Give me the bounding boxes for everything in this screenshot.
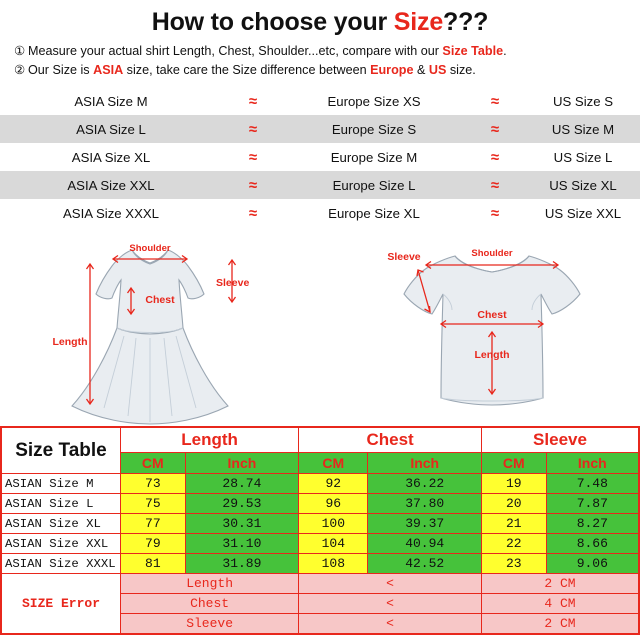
note-seg-highlight: US bbox=[428, 63, 447, 77]
tshirt-chest-label: Chest bbox=[477, 309, 507, 321]
note-seg: . bbox=[503, 44, 507, 58]
unit-length-inch: Inch bbox=[185, 453, 299, 474]
cell-length-cm: 73 bbox=[121, 474, 186, 494]
asia-size: ASIA Size XL bbox=[71, 149, 151, 165]
dress-shoulder-label: Shoulder bbox=[129, 243, 171, 254]
cell-length-cm: 79 bbox=[121, 534, 186, 554]
error-metric: Length bbox=[121, 574, 299, 594]
cell-chest-inch: 36.22 bbox=[368, 474, 482, 494]
dress-length-label: Length bbox=[52, 336, 88, 348]
cell-chest-inch: 40.94 bbox=[368, 534, 482, 554]
cell-sleeve-cm: 20 bbox=[481, 494, 546, 514]
error-operator: < bbox=[299, 574, 482, 594]
note-number: ② bbox=[14, 63, 26, 77]
tshirt-shoulder-label: Shoulder bbox=[471, 248, 513, 259]
cell-chest-cm: 92 bbox=[299, 474, 368, 494]
asia-size: ASIA Size L bbox=[76, 121, 146, 137]
tshirt-illustration bbox=[387, 248, 580, 405]
us-size: US Size M bbox=[551, 121, 615, 137]
cell-sleeve-cm: 23 bbox=[481, 554, 546, 574]
garment-diagrams bbox=[0, 227, 640, 426]
table-row bbox=[0, 171, 640, 199]
cell-length-inch: 30.31 bbox=[185, 514, 299, 534]
us-size: US Size S bbox=[552, 93, 614, 109]
error-operator: < bbox=[299, 594, 482, 614]
us-size: US Size L bbox=[553, 149, 613, 165]
row-size-name: ASIAN Size M bbox=[1, 474, 121, 494]
unit-length-cm: CM bbox=[121, 453, 186, 474]
cell-sleeve-inch: 9.06 bbox=[546, 554, 639, 574]
table-row bbox=[0, 143, 640, 171]
note-seg-highlight: Europe bbox=[370, 63, 414, 77]
error-value: 4 CM bbox=[481, 594, 639, 614]
cell-chest-cm: 96 bbox=[299, 494, 368, 514]
cell-length-inch: 31.89 bbox=[185, 554, 299, 574]
size-table-group-header bbox=[1, 427, 639, 453]
note-seg: size. bbox=[446, 63, 476, 77]
note-seg: size, take care the Size difference between bbox=[123, 63, 371, 77]
approx-icon: ≈ bbox=[490, 148, 500, 166]
tshirt-sleeve-label: Sleeve bbox=[387, 251, 421, 263]
table-row bbox=[1, 534, 639, 554]
cell-sleeve-inch: 8.66 bbox=[546, 534, 639, 554]
approx-icon: ≈ bbox=[248, 204, 258, 222]
dress-sleeve-label: Sleeve bbox=[216, 277, 250, 289]
row-size-name: ASIAN Size L bbox=[1, 494, 121, 514]
cell-length-inch: 31.10 bbox=[185, 534, 299, 554]
cell-chest-cm: 104 bbox=[299, 534, 368, 554]
asia-size: ASIA Size XXL bbox=[67, 177, 155, 193]
note-seg: & bbox=[413, 63, 429, 77]
cell-length-cm: 75 bbox=[121, 494, 186, 514]
unit-sleeve-inch: Inch bbox=[546, 453, 639, 474]
size-mapping-table bbox=[0, 87, 640, 227]
note-seg-highlight: Size Table bbox=[442, 44, 504, 58]
row-size-name: ASIAN Size XXXL bbox=[1, 554, 121, 574]
europe-size: Europe Size M bbox=[330, 149, 418, 165]
note-1 bbox=[14, 43, 626, 60]
tshirt-length-label: Length bbox=[474, 349, 510, 361]
size-table-title: Size Table bbox=[1, 427, 121, 474]
cell-chest-cm: 108 bbox=[299, 554, 368, 574]
cell-length-cm: 81 bbox=[121, 554, 186, 574]
page-title bbox=[0, 0, 640, 37]
note-2 bbox=[14, 62, 626, 79]
unit-sleeve-cm: CM bbox=[481, 453, 546, 474]
us-size: US Size XL bbox=[549, 177, 617, 193]
error-value: 2 CM bbox=[481, 614, 639, 635]
title-after: ??? bbox=[443, 8, 489, 36]
europe-size: Europe Size L bbox=[332, 177, 416, 193]
europe-size: Europe Size S bbox=[331, 121, 417, 137]
approx-icon: ≈ bbox=[248, 120, 258, 138]
us-size: US Size XXL bbox=[544, 205, 622, 221]
table-row bbox=[1, 474, 639, 494]
cell-chest-inch: 37.80 bbox=[368, 494, 482, 514]
dress-illustration bbox=[53, 243, 250, 424]
error-value: 2 CM bbox=[481, 574, 639, 594]
cell-sleeve-inch: 8.27 bbox=[546, 514, 639, 534]
europe-size: Europe Size XS bbox=[327, 93, 421, 109]
table-row bbox=[1, 494, 639, 514]
table-row bbox=[1, 514, 639, 534]
note-seg: Measure your actual shirt Length, Chest, Shoulder...etc, compare with our bbox=[28, 44, 443, 58]
approx-icon: ≈ bbox=[490, 120, 500, 138]
note-number: ① bbox=[14, 44, 26, 58]
cell-chest-inch: 42.52 bbox=[368, 554, 482, 574]
group-chest: Chest bbox=[299, 427, 482, 453]
title-before: How to choose your bbox=[151, 8, 394, 36]
approx-icon: ≈ bbox=[490, 204, 500, 222]
note-seg-highlight: ASIA bbox=[93, 63, 124, 77]
europe-size: Europe Size XL bbox=[328, 205, 420, 221]
unit-chest-inch: Inch bbox=[368, 453, 482, 474]
title-highlight: Size bbox=[393, 8, 444, 36]
cell-length-inch: 29.53 bbox=[185, 494, 299, 514]
error-operator: < bbox=[299, 614, 482, 635]
asia-size: ASIA Size XXXL bbox=[62, 205, 160, 221]
instruction-notes bbox=[0, 37, 640, 83]
cell-chest-cm: 100 bbox=[299, 514, 368, 534]
approx-icon: ≈ bbox=[248, 176, 258, 194]
cell-sleeve-cm: 21 bbox=[481, 514, 546, 534]
group-sleeve: Sleeve bbox=[481, 427, 639, 453]
cell-length-cm: 77 bbox=[121, 514, 186, 534]
asia-size: ASIA Size M bbox=[74, 93, 148, 109]
cell-chest-inch: 39.37 bbox=[368, 514, 482, 534]
table-row bbox=[0, 115, 640, 143]
cell-sleeve-inch: 7.48 bbox=[546, 474, 639, 494]
cell-length-inch: 28.74 bbox=[185, 474, 299, 494]
row-size-name: ASIAN Size XXL bbox=[1, 534, 121, 554]
size-error-row bbox=[1, 574, 639, 594]
table-row bbox=[1, 554, 639, 574]
error-metric: Chest bbox=[121, 594, 299, 614]
unit-chest-cm: CM bbox=[299, 453, 368, 474]
note-text bbox=[28, 62, 626, 79]
approx-icon: ≈ bbox=[490, 92, 500, 110]
cell-sleeve-inch: 7.87 bbox=[546, 494, 639, 514]
row-size-name: ASIAN Size XL bbox=[1, 514, 121, 534]
approx-icon: ≈ bbox=[248, 148, 258, 166]
cell-sleeve-cm: 19 bbox=[481, 474, 546, 494]
size-error-label: SIZE Error bbox=[1, 574, 121, 635]
diagram-svg bbox=[0, 228, 640, 426]
table-row bbox=[0, 199, 640, 227]
group-length: Length bbox=[121, 427, 299, 453]
approx-icon: ≈ bbox=[248, 92, 258, 110]
approx-icon: ≈ bbox=[490, 176, 500, 194]
note-seg: Our Size is bbox=[28, 63, 94, 77]
dress-chest-label: Chest bbox=[145, 294, 175, 306]
note-text bbox=[28, 43, 626, 60]
measurement-size-table bbox=[0, 426, 640, 635]
error-metric: Sleeve bbox=[121, 614, 299, 635]
cell-sleeve-cm: 22 bbox=[481, 534, 546, 554]
table-row bbox=[0, 87, 640, 115]
